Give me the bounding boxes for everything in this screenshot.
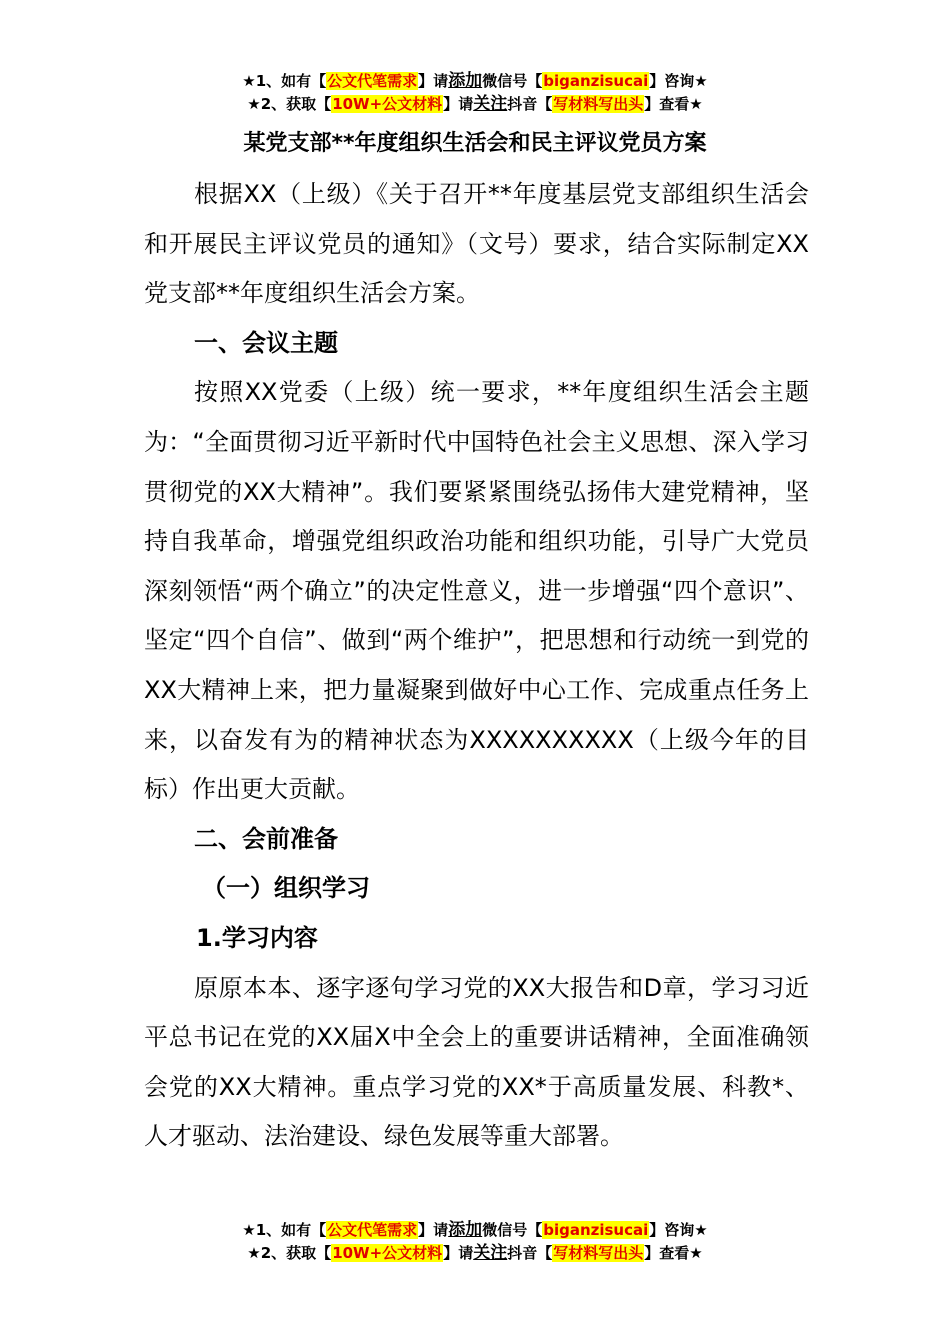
banner-text: 】请 bbox=[418, 72, 449, 90]
footer-banner bbox=[0, 1219, 950, 1265]
footer-line-1 bbox=[0, 1219, 950, 1242]
heading-organize-study: （一）组织学习 bbox=[202, 874, 370, 903]
banner-text: 微信号【 bbox=[482, 1221, 543, 1239]
star-icon: ★ bbox=[242, 72, 256, 90]
banner-douyin-id: 写材料写出头 bbox=[553, 1244, 644, 1262]
banner-text: 1、如有【 bbox=[255, 72, 327, 90]
banner-wechat-id: biganzisucai bbox=[543, 1221, 649, 1239]
banner-text: 】咨询★ bbox=[649, 72, 708, 90]
banner-line-1 bbox=[0, 70, 950, 93]
banner-text: 】请 bbox=[443, 95, 474, 113]
banner-line-2 bbox=[0, 93, 950, 116]
banner-text: 微信号【 bbox=[482, 72, 543, 90]
banner-highlight: 10W+公文材料 bbox=[332, 1244, 443, 1262]
heading-meeting-theme: 一、会议主题 bbox=[194, 328, 338, 357]
document-body bbox=[144, 170, 809, 1162]
banner-text: 】查看★ bbox=[644, 1244, 703, 1262]
banner-underlined: 关注 bbox=[473, 1243, 508, 1263]
banner-underlined: 添加 bbox=[448, 71, 483, 91]
banner-text: 2、获取【 bbox=[260, 95, 332, 113]
banner-highlight: 公文代笔需求 bbox=[327, 1221, 418, 1239]
paragraph-study: 原原本本、逐字逐句学习党的XX大报告和D章，学习习近平总书记在党的XX届X中全会上的重要讲话精神，全面准确领会党的XX大精神。重点学习党的XX*于高质量发展、科教*、人才驱动、法治建设、绿色发展等重大部署。 bbox=[144, 973, 809, 1151]
banner-text: 抖音【 bbox=[507, 1244, 553, 1262]
banner-text: 】请 bbox=[418, 1221, 449, 1239]
heading-preparation: 二、会前准备 bbox=[194, 824, 338, 853]
banner-wechat-id: biganzisucai bbox=[543, 72, 649, 90]
paragraph-intro: 根据XX（上级）《关于召开**年度基层党支部组织生活会和开展民主评议党员的通知》（文号）要求，结合实际制定XX党支部**年度组织生活会方案。 bbox=[144, 180, 809, 308]
footer-line-2 bbox=[0, 1242, 950, 1265]
banner-text: 】请 bbox=[443, 1244, 474, 1262]
banner-underlined: 关注 bbox=[473, 94, 508, 114]
banner-underlined: 添加 bbox=[448, 1220, 483, 1240]
banner-highlight: 10W+公文材料 bbox=[332, 95, 443, 113]
banner-text: 抖音【 bbox=[507, 95, 553, 113]
paragraph-theme: 按照XX党委（上级）统一要求，**年度组织生活会主题为：“全面贯彻习近平新时代中国特色社会主义思想、深入学习贯彻党的XX大精神”。我们要紧紧围绕弘扬伟大建党精神，坚持自我革命，增强党组织政治功能和组织功能，引导广大党员深刻领悟“两个确立”的决定性意义，进一步增强“四个意识”、坚定“四个自信”、做到“两个维护”，把思想和行动统一到党的XX大精神上来，把力量凝聚到做好中心工作、完成重点任务上来，以奋发有为的精神状态为XXXXXXXXXX（上级今年的目标）作出更大贡献。 bbox=[144, 378, 809, 804]
banner-highlight: 公文代笔需求 bbox=[327, 72, 418, 90]
document-title: 某党支部**年度组织生活会和民主评议党员方案 bbox=[243, 131, 707, 156]
banner-douyin-id: 写材料写出头 bbox=[553, 95, 644, 113]
header-banner bbox=[0, 70, 950, 116]
star-icon: ★ bbox=[242, 1221, 256, 1239]
star-icon: ★ bbox=[247, 95, 261, 113]
banner-text: 】查看★ bbox=[644, 95, 703, 113]
banner-text: 2、获取【 bbox=[260, 1244, 332, 1262]
banner-text: 1、如有【 bbox=[255, 1221, 327, 1239]
banner-text: 】咨询★ bbox=[649, 1221, 708, 1239]
heading-study-content: 1.学习内容 bbox=[196, 923, 318, 952]
star-icon: ★ bbox=[247, 1244, 261, 1262]
